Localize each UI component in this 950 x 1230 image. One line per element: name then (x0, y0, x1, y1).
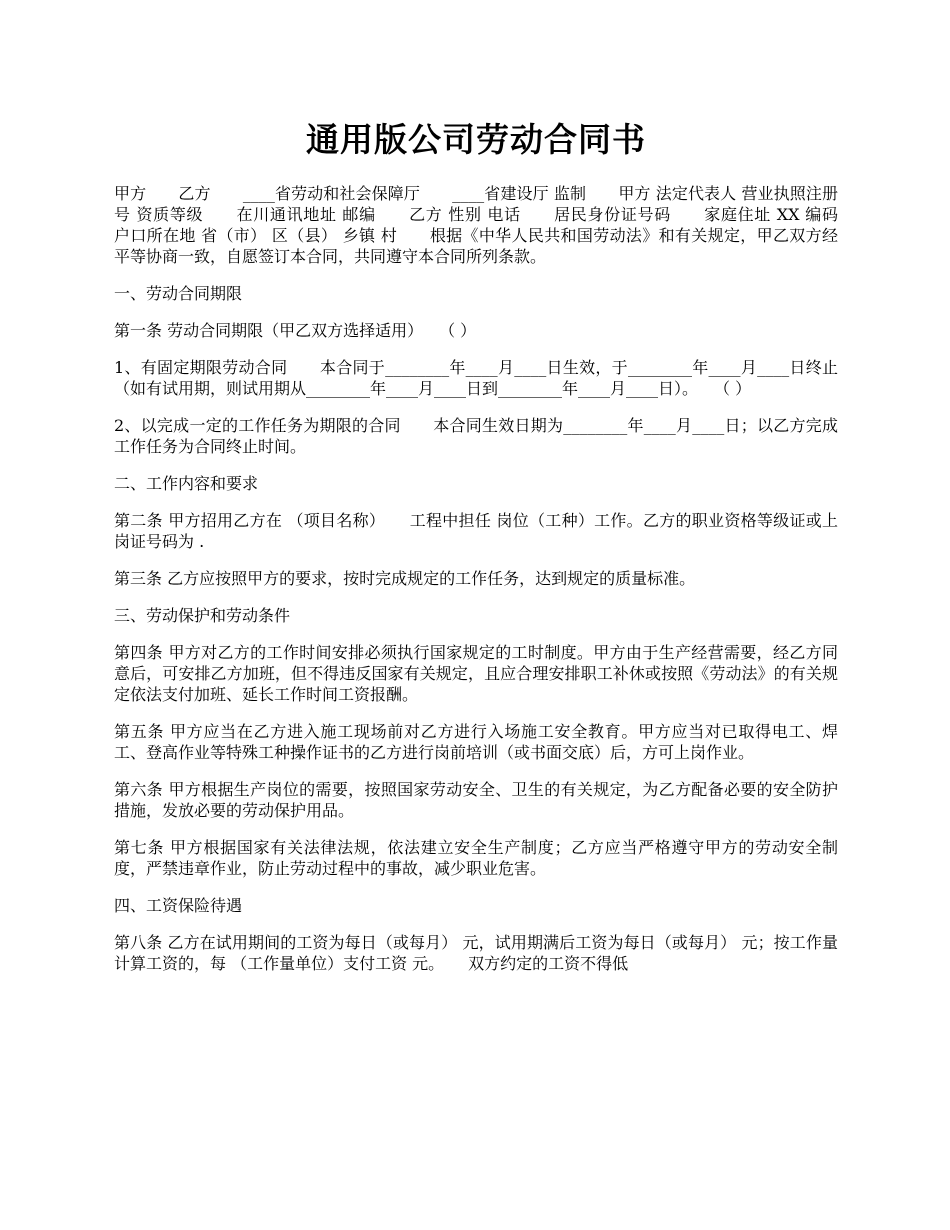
article-1: 第一条 劳动合同期限（甲乙双方选择适用） （ ） (114, 321, 477, 340)
article-5: 第五条 甲方应当在乙方进入施工现场前对乙方进行入场施工安全教育。甲方应当对已取得电工、焊工、登高作业等特殊工种操作证书的乙方进行岗前培训（或书面交底）后，方可上岗作业。 (114, 722, 838, 762)
article-8: 第八条 乙方在试用期间的工资为每日（或每月） 元，试用期满后工资为每日（或每月） 元；按工作量计算工资的，每 （工作量单位）支付工资 元。 双方约定的工资不得低 (114, 933, 838, 973)
section-heading-wages: 四、工资保险待遇 (114, 896, 243, 915)
section-heading-protection: 三、劳动保护和劳动条件 (114, 606, 291, 625)
article-6: 第六条 甲方根据生产岗位的需要，按照国家劳动安全、卫生的有关规定，为乙方配备必要的安全防护措施，发放必要的劳动保护用品。 (114, 780, 838, 820)
section-heading-work: 二、工作内容和要求 (114, 474, 259, 493)
document-body (114, 183, 871, 974)
article-3: 第三条 乙方应按照甲方的要求，按时完成规定的工作任务，达到规定的质量标准。 (114, 569, 696, 588)
article-1-option-2: 2、以完成一定的工作任务为期限的合同 本合同生效日期为________年____月____日；以乙方完成 工作任务为合同终止时间。 (114, 416, 871, 456)
article-1-option-1: 1、有固定期限劳动合同 本合同于________年____月____日生效，于________年____月____日终止（如有试用期，则试用期从________年____月____日到________年____月____日）。 （ ） (114, 358, 838, 398)
article-2: 第二条 甲方招用乙方在 （项目名称） 工程中担任 岗位（工种）工作。乙方的职业资格等级证或上岗证号码为 . (114, 511, 838, 551)
intro-paragraph: 甲方 乙方 ____省劳动和社会保障厅 ____省建设厅 监制 甲方 法定代表人 营业执照注册号 资质等级 在川通讯地址 邮编 乙方 性别 电话 居民身份证号码 家庭住址 XX 编码 户口所在地 省（市） 区（县） 乡镇 村 根据《中华人民共和国劳动法》和有关规定，甲乙双方经平等协商一致，自愿签订本合同，共同遵守本合同所列条款。 (114, 184, 871, 266)
article-7: 第七条 甲方根据国家有关法律法规，依法建立安全生产制度；乙方应当严格遵守甲方的劳动安全制度，严禁违章作业，防止劳动过程中的事故，减少职业危害。 (114, 838, 838, 878)
document-title: 通用版公司劳动合同书 (306, 120, 646, 159)
section-heading-term: 一、劳动合同期限 (114, 284, 243, 303)
article-4: 第四条 甲方对乙方的工作时间安排必须执行国家规定的工时制度。甲方由于生产经营需要，经乙方同意后，可安排乙方加班，但不得违反国家有关规定，且应合理安排职工补休或按照《劳动法》的有关规定依法支付加班、延长工作时间工资报酬。 (114, 643, 838, 704)
